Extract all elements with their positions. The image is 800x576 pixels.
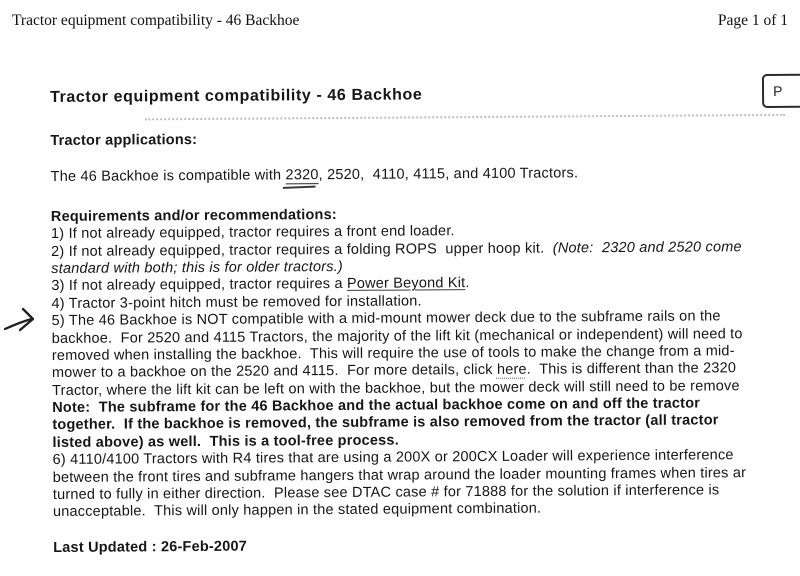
text-line xyxy=(51,164,800,187)
text-segment: , 2520, 4110, 4115, and 4100 Tractors. xyxy=(318,165,579,184)
text-segment: removed when installing the backhoe. This will require the use of tools to make the change from a mid- xyxy=(51,343,735,364)
print-header-page-number: Page 1 of 1 xyxy=(717,12,788,29)
last-updated xyxy=(53,535,800,558)
text-segment: Note: The subframe for the 46 Backhoe and the actual backhoe come on and off the tractor xyxy=(52,395,701,417)
text-segment: Tractor equipment compatibility - 46 Backhoe xyxy=(50,86,423,106)
text-segment: . This is different than the 2320 xyxy=(526,360,737,378)
click-here-link[interactable]: here xyxy=(496,361,527,379)
power-beyond-kit-link[interactable]: Power Beyond Kit xyxy=(346,275,466,293)
document-body xyxy=(50,83,800,557)
text-line xyxy=(50,128,800,151)
text-segment: mower to a backhoe on the 2520 and 4115. For more details, click xyxy=(51,362,497,382)
document-content xyxy=(50,83,800,557)
text-segment: 6) 4110/4100 Tractors with R4 tires that are using a 200X or 200CX Loader will experience interference xyxy=(52,447,734,469)
text-segment: 4) Tractor 3-point hitch must be removed for installation. xyxy=(51,293,422,312)
title-rule xyxy=(145,114,785,120)
text-segment: The 46 Backhoe is compatible with xyxy=(50,167,286,186)
compatibility-sentence xyxy=(51,164,800,187)
text-segment: between the front tires and subframe hangers that wrap around the loader mounting frames when tires ar xyxy=(52,464,747,486)
text-segment: 2) If not already equipped, tractor requires a folding ROPS upper hoop kit. xyxy=(51,240,553,260)
print-button-label: P xyxy=(772,82,783,99)
text-segment: unacceptable. This will only happen in the stated equipment combination. xyxy=(52,501,542,521)
document-title xyxy=(50,83,800,110)
text-line xyxy=(50,83,800,110)
text-segment: Requirements and/or recommendations: xyxy=(50,206,337,225)
text-segment: standard with both; this is for older tractors.) xyxy=(51,258,343,277)
underlined-2320: 2320 xyxy=(285,167,319,184)
print-header xyxy=(12,12,788,30)
text-segment: (Note: 2320 and 2520 come xyxy=(552,238,742,257)
text-segment: Last Updated : 26-Feb-2007 xyxy=(53,538,248,556)
print-header-title: Tractor equipment compatibility - 46 Backhoe xyxy=(12,12,300,29)
text-segment: turned to fully in either direction. Please see DTAC case # for 71888 for the solution if interference is xyxy=(52,482,720,504)
text-segment: 3) If not already equipped, tractor requires a xyxy=(51,276,347,295)
margin-arrow-icon xyxy=(2,303,42,341)
applications-heading xyxy=(50,128,800,151)
text-segment: together. If the backhoe is removed, the subframe is also removed from the tractor (all tractor xyxy=(52,412,719,434)
print-button[interactable] xyxy=(762,74,800,108)
text-segment: Tractor applications: xyxy=(50,131,198,149)
text-line xyxy=(53,535,800,558)
text-segment: 5) The 46 Backhoe is NOT compatible with a mid-mount mower deck due to the subframe rails on the xyxy=(51,308,721,330)
requirements-list xyxy=(51,221,800,522)
text-segment: . xyxy=(465,275,470,292)
text-segment: 1) If not already equipped, tractor requires a front end loader. xyxy=(50,223,455,243)
text-segment: backhoe. For 2520 and 4115 Tractors, the majority of the lift kit (mechanical or independent) will need to xyxy=(51,325,743,347)
text-segment: listed above) as well. This is a tool-free process. xyxy=(52,432,399,451)
text-segment: Tractor, where the lift kit can be left on with the backhoe, but the mower deck will still need to be remove xyxy=(52,377,740,399)
